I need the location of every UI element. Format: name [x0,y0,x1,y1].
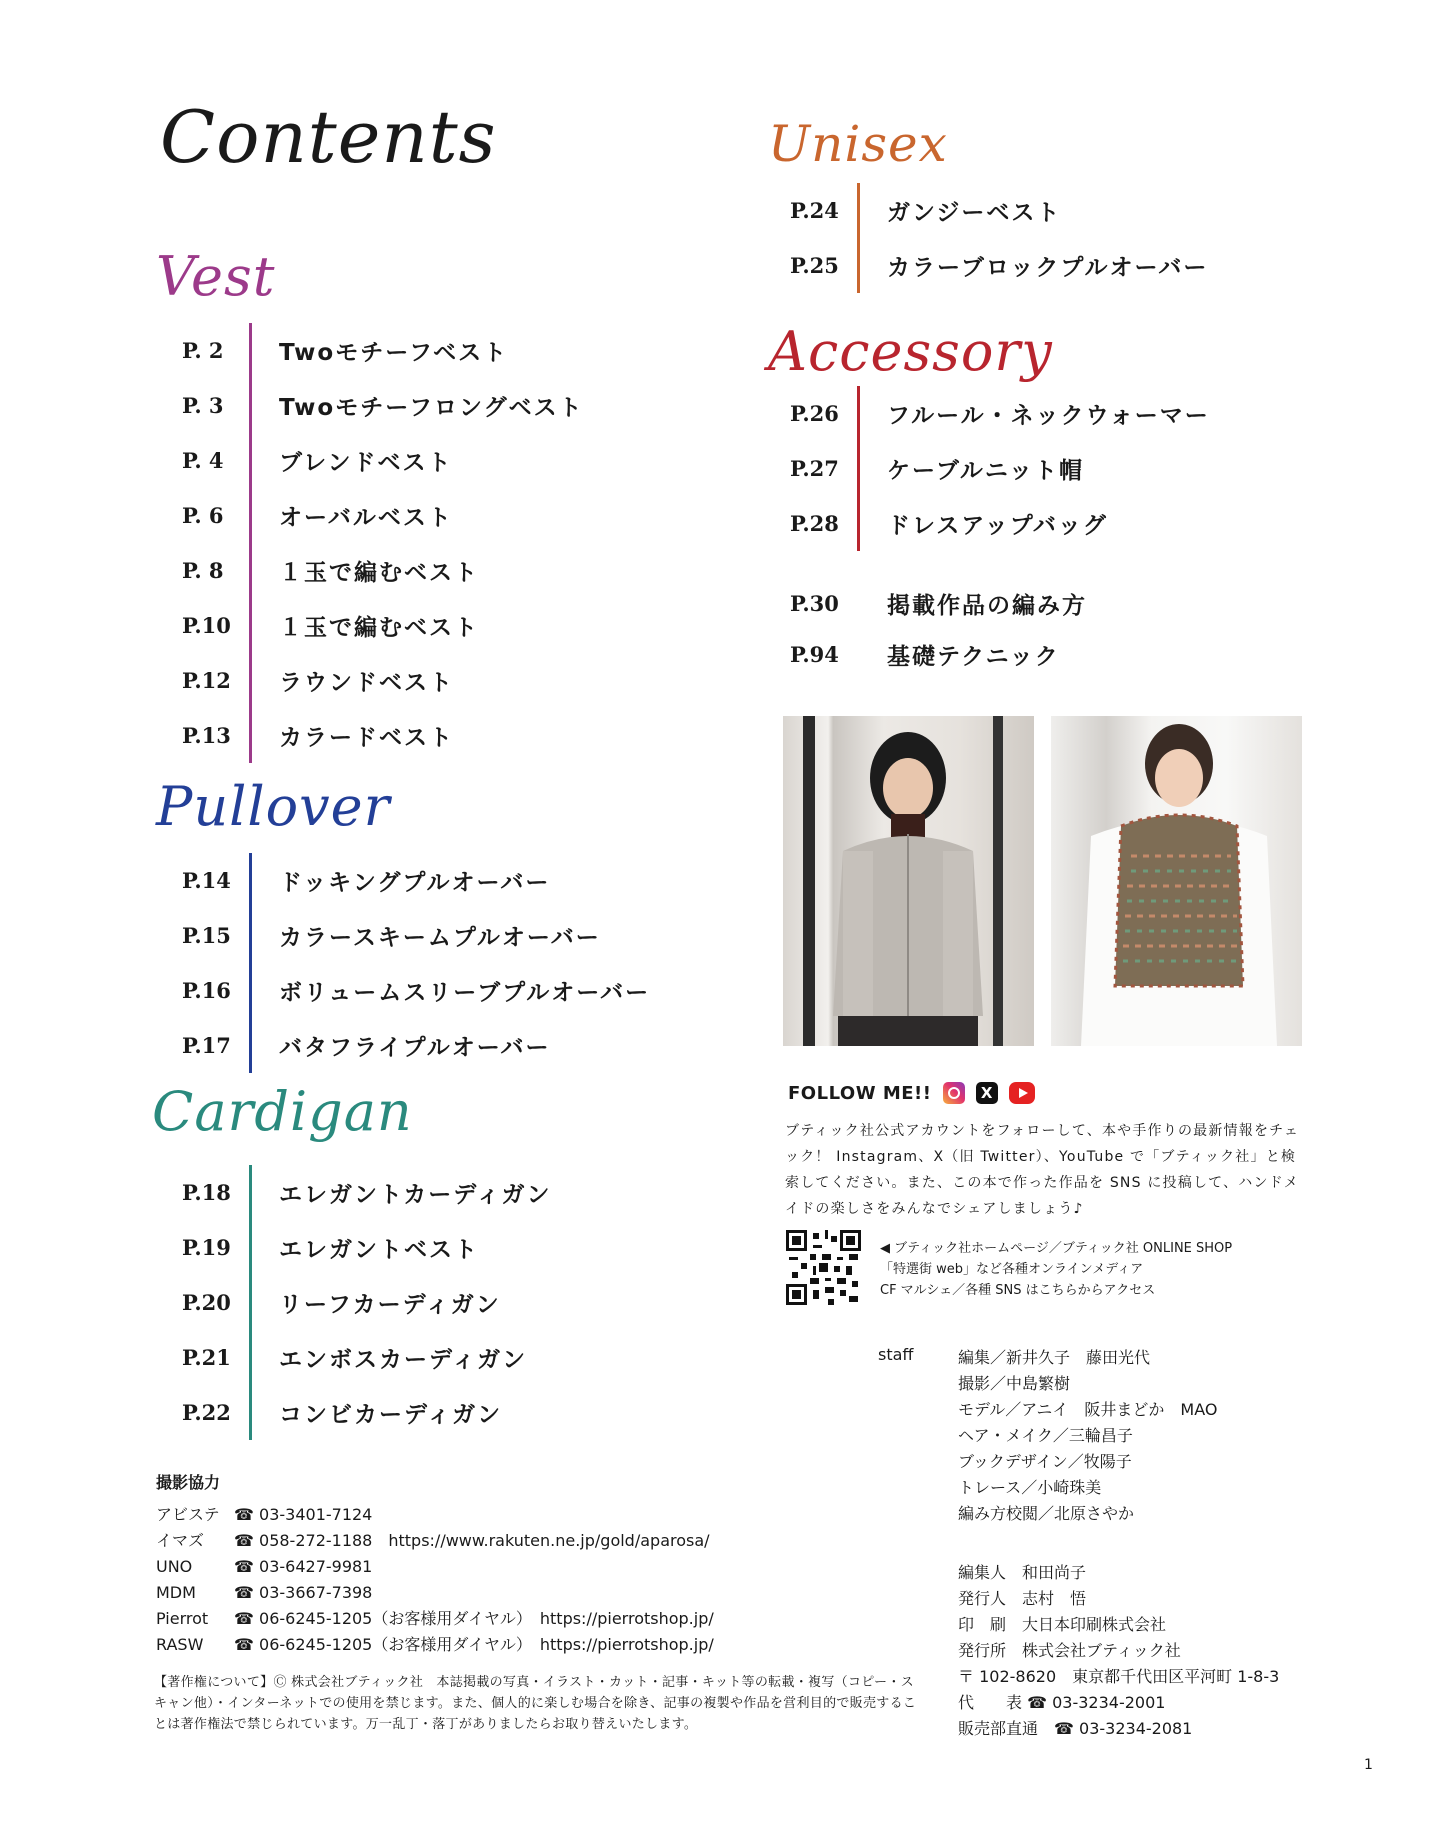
toc-page-number: P. 3 [182,393,224,418]
accessory-heading: Accessory [768,320,1053,383]
toc-entry[interactable] [162,708,584,763]
toc-title: 掲載作品の編み方 [887,593,1087,619]
toc-page-number: P.10 [182,613,231,638]
toc-page-number: P.25 [790,253,839,278]
coop-info: ☎ 03-3667-7398 [234,1583,373,1602]
toc-title: Twoモチーフロングベスト [279,395,584,421]
toc-title: １玉で編むベスト [279,615,479,641]
toc-title: ドレスアップバッグ [887,513,1108,539]
toc-page-number: P.14 [182,868,231,893]
toc-entry[interactable] [162,1275,551,1330]
cooperation-row [156,1606,714,1632]
toc-title: ケーブルニット帽 [887,458,1085,484]
toc-title: カラースキームプルオーバー [279,925,601,951]
publisher-line: 編集人 和田尚子 [958,1563,1087,1582]
coop-name: Pierrot [156,1609,209,1628]
toc-entry[interactable] [770,578,1087,629]
toc-title: ブレンドベスト [279,450,453,476]
staff-line: 撮影／中島繁樹 [958,1374,1071,1393]
unisex-toc [770,183,1208,293]
other-toc [770,578,1087,680]
toc-page-number: P.94 [790,642,839,667]
toc-page-number: P.15 [182,923,231,948]
toc-entry[interactable] [770,496,1210,551]
toc-entry[interactable] [162,963,650,1018]
toc-page-number: P. 6 [182,503,224,528]
staff-line: 編み方校閲／北原さやか [958,1504,1135,1523]
toc-page-number: P.19 [182,1235,231,1260]
youtube-icon[interactable] [1009,1082,1035,1104]
toc-entry[interactable] [162,1330,551,1385]
pullover-heading: Pullover [156,775,391,838]
toc-entry[interactable] [162,543,584,598]
toc-page-number: P.12 [182,668,231,693]
coop-info[interactable]: ☎ 06-6245-1205（お客様用ダイヤル） https://pierrotshop.jp/ [234,1609,714,1628]
x-icon[interactable]: X [976,1082,998,1104]
model-photo-vest [1051,716,1302,1046]
toc-page-number: P.17 [182,1033,231,1058]
toc-entry[interactable] [162,1165,551,1220]
staff-list [958,1345,1217,1527]
coop-info: ☎ 03-3401-7124 [234,1505,373,1524]
coop-name: RASW [156,1635,204,1654]
vest-toc [162,323,584,763]
copyright-notice: 【著作権について】Ⓒ 株式会社ブティック社 本誌掲載の写真・イラスト・カット・記事・キット等の転載・複写（コピー・スキャン他）・インターネットでの使用を禁じます。また、個人的に楽しむ場合を除き、記事の複製や作品を営利目的で販売することは著作権法で禁じられています。万一乱丁・落丁がありましたらお取り替えいたします。 [154,1675,917,1732]
staff-line: モデル／アニイ 阪井まどか MAO [958,1400,1218,1419]
coop-name: イマズ [156,1531,205,1550]
coop-info[interactable]: ☎ 06-6245-1205（お客様用ダイヤル） https://pierrotshop.jp/ [234,1635,714,1654]
qr-caption-line: ◀ ブティック社ホームページ／ブティック社 ONLINE SHOP [880,1241,1233,1256]
toc-entry[interactable] [770,386,1210,441]
toc-title: ドッキングプルオーバー [279,870,551,896]
toc-entry[interactable] [162,378,584,433]
toc-page-number: P. 8 [182,558,224,583]
publisher-line: 発行人 志村 悟 [958,1589,1087,1608]
cardigan-toc [162,1165,551,1440]
toc-title: バタフライプルオーバー [279,1035,551,1061]
toc-entry[interactable] [162,853,650,908]
cooperation-row [156,1502,714,1528]
cardigan-heading: Cardigan [152,1080,413,1143]
cooperation-row [156,1580,714,1606]
toc-title: エレガントカーディガン [279,1182,552,1208]
toc-entry[interactable] [162,1018,650,1073]
toc-title: ラウンドベスト [279,670,454,696]
toc-title: フルール・ネックウォーマー [887,403,1210,429]
cooperation-row [156,1528,714,1554]
coop-name: MDM [156,1583,196,1602]
follow-section [788,1082,1035,1104]
vest-heading: Vest [156,245,276,308]
toc-entry[interactable] [770,441,1210,496]
toc-page-number: P. 2 [182,338,224,363]
qr-caption-line: 「特選街 web」など各種オンラインメディア [880,1262,1144,1277]
qr-caption [880,1238,1232,1301]
toc-title: Twoモチーフベスト [279,340,509,366]
instagram-icon[interactable] [943,1082,965,1104]
coop-info: ☎ 03-6427-9981 [234,1557,373,1576]
pullover-toc [162,853,650,1073]
toc-entry[interactable] [162,908,650,963]
toc-page-number: P.13 [182,723,231,748]
accessory-toc [770,386,1210,551]
toc-page-number: P.24 [790,198,839,223]
cooperation-list [156,1502,714,1658]
model-photo-cardigan [783,716,1034,1046]
qr-caption-line: CF マルシェ／各種 SNS はこちらからアクセス [880,1283,1156,1298]
publisher-info [958,1560,1279,1742]
toc-page-number: P.28 [790,511,839,536]
toc-entry[interactable] [162,323,584,378]
toc-page-number: P.16 [182,978,231,1003]
toc-entry[interactable] [162,433,584,488]
toc-title: リーフカーディガン [279,1292,501,1318]
staff-label: staff [878,1345,914,1364]
toc-page-number: P.20 [182,1290,231,1315]
toc-entry[interactable] [770,238,1208,293]
toc-title: オーバルベスト [279,505,453,531]
coop-name: UNO [156,1557,193,1576]
toc-title: ボリュームスリーブプルオーバー [279,980,651,1006]
staff-line: トレース／小崎珠美 [958,1478,1102,1497]
publisher-line: 発行所 株式会社ブティック社 [958,1641,1181,1660]
toc-page-number: P.30 [790,591,839,616]
model-illustration-2 [1051,716,1302,1046]
coop-info[interactable]: ☎ 058-272-1188 https://www.rakuten.ne.jp/gold/aparosa/ [234,1531,710,1550]
toc-title: カラーブロックプルオーバー [887,255,1209,281]
contents-heading: Contents [160,95,497,179]
cooperation-row [156,1554,714,1580]
toc-title: エンボスカーディガン [279,1347,528,1373]
publisher-line: 印 刷 大日本印刷株式会社 [958,1615,1167,1634]
toc-page-number: P.26 [790,401,839,426]
toc-title: カラードベスト [279,725,454,751]
toc-title: １玉で編むベスト [279,560,479,586]
toc-title: 基礎テクニック [887,644,1060,670]
publisher-line: 代 表 ☎ 03-3234-2001 [958,1693,1166,1712]
page-number: 1 [1364,1757,1373,1773]
publisher-line: 〒 102-8620 東京都千代田区平河町 1-8-3 [958,1667,1280,1686]
staff-line: ブックデザイン／牧陽子 [958,1452,1132,1471]
toc-entry[interactable] [162,653,584,708]
toc-title: エレガントベスト [279,1237,479,1263]
toc-title: ガンジーベスト [887,200,1062,226]
toc-entry[interactable] [770,183,1208,238]
toc-entry[interactable] [770,629,1087,680]
follow-title: FOLLOW ME!! [788,1082,932,1104]
staff-line: 編集／新井久子 藤田光代 [958,1348,1151,1367]
follow-description: ブティック社公式アカウントをフォローして、本や手作りの最新情報をチェック！ Instagram、X（旧 Twitter）、YouTube で「ブティック社」と検索してください。また、この本で作った作品を SNS に投稿して、ハンドメイドの楽しさをみんなでシェアしましょう♪ [785,1123,1300,1217]
staff-line: ヘア・メイク／三輪昌子 [958,1426,1133,1445]
toc-page-number: P.27 [790,456,839,481]
toc-title: コンビカーディガン [279,1402,503,1428]
toc-page-number: P. 4 [182,448,224,473]
toc-page-number: P.21 [182,1345,231,1370]
toc-entry[interactable] [162,1220,551,1275]
toc-entry[interactable] [162,1385,551,1440]
toc-entry[interactable] [162,598,584,653]
model-illustration-1 [783,716,1034,1046]
unisex-heading: Unisex [768,115,948,173]
qr-code[interactable] [786,1230,861,1305]
cooperation-row [156,1632,714,1658]
cooperation-heading: 撮影協力 [156,1473,221,1492]
publisher-line: 販売部直通 ☎ 03-3234-2081 [958,1719,1193,1738]
toc-entry[interactable] [162,488,584,543]
toc-page-number: P.18 [182,1180,231,1205]
coop-name: アビステ [156,1505,220,1524]
toc-page-number: P.22 [182,1400,231,1425]
